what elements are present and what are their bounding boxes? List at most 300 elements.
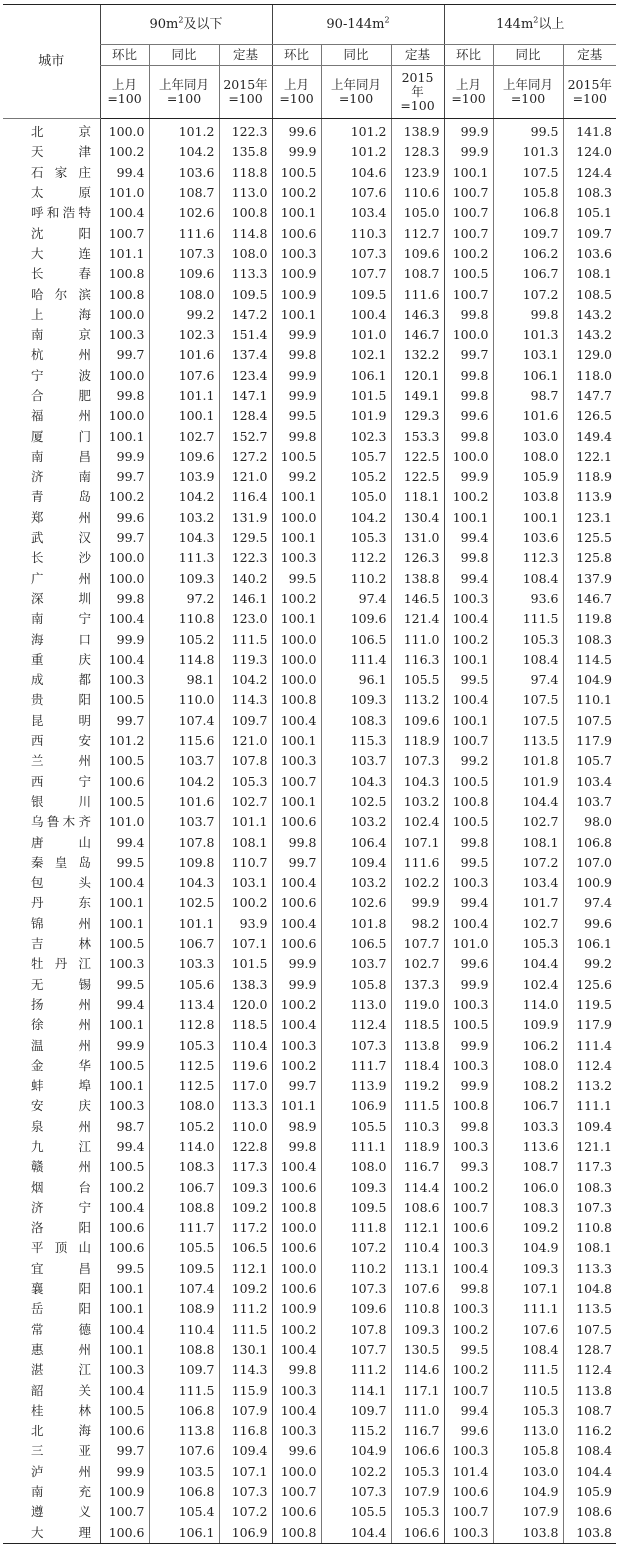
value-cell: 112.2 [321,548,391,568]
value-cell: 100.6 [272,1177,321,1197]
value-cell: 105.3 [391,1502,444,1522]
value-cell: 100.1 [100,426,149,446]
value-cell: 97.4 [493,670,563,690]
value-cell: 120.1 [391,366,444,386]
value-cell: 100.7 [444,284,493,304]
value-cell: 104.4 [563,1462,616,1482]
table-row [3,1380,616,1400]
value-cell: 123.0 [219,609,272,629]
value-cell: 100.1 [272,609,321,629]
value-cell: 100.2 [272,1320,321,1340]
city-cell [3,589,100,609]
city-name: 蚌 埠 [31,1078,91,1094]
value-cell: 98.1 [149,670,219,690]
value-cell: 100.0 [272,1259,321,1279]
value-cell: 107.7 [321,264,391,284]
value-cell: 113.2 [563,1076,616,1096]
value-cell: 101.7 [493,893,563,913]
value-cell: 107.1 [219,1462,272,1482]
value-cell: 99.4 [100,995,149,1015]
value-cell: 112.4 [321,1015,391,1035]
value-cell: 100.0 [100,305,149,325]
value-cell: 99.8 [444,1117,493,1137]
value-cell: 108.8 [149,1198,219,1218]
value-cell: 100.7 [100,223,149,243]
city-cell [3,223,100,243]
value-cell: 100.2 [100,487,149,507]
table-row [3,1441,616,1461]
value-cell: 99.7 [100,528,149,548]
value-cell: 108.3 [321,711,391,731]
value-cell: 100.0 [272,508,321,528]
city-cell [3,569,100,589]
value-cell: 117.0 [219,1076,272,1096]
value-cell: 100.3 [100,670,149,690]
value-cell: 100.1 [100,1340,149,1360]
base-ring: 上月 =100 [444,66,493,119]
value-cell: 107.5 [493,711,563,731]
city-name: 西 安 [31,733,91,749]
value-cell: 109.5 [321,284,391,304]
value-cell: 100.1 [444,163,493,183]
table-row [3,1259,616,1279]
value-cell: 104.2 [149,142,219,162]
value-cell: 99.9 [272,366,321,386]
value-cell: 114.0 [493,995,563,1015]
value-cell: 97.4 [563,893,616,913]
value-cell: 112.4 [563,1360,616,1380]
city-name: 洛 阳 [31,1220,91,1236]
value-cell: 100.3 [272,1035,321,1055]
city-cell [3,447,100,467]
value-cell: 108.4 [563,1441,616,1461]
value-cell: 100.1 [444,650,493,670]
city-name: 泸 州 [31,1463,91,1479]
city-name: 牡丹江 [31,956,91,972]
value-cell: 105.7 [563,751,616,771]
value-cell: 108.0 [493,1056,563,1076]
value-cell: 107.2 [321,1238,391,1258]
value-cell: 100.5 [100,792,149,812]
city-cell [3,751,100,771]
value-cell: 109.4 [321,853,391,873]
value-cell: 113.6 [493,1137,563,1157]
value-cell: 107.9 [219,1401,272,1421]
city-name: 吉 林 [31,936,91,952]
value-cell: 104.2 [149,772,219,792]
value-cell: 131.9 [219,508,272,528]
city-cell [3,609,100,629]
value-cell: 104.9 [493,1482,563,1502]
value-cell: 100.5 [272,163,321,183]
value-cell: 108.0 [321,1157,391,1177]
value-cell: 105.3 [321,528,391,548]
city-name: 温 州 [31,1037,91,1053]
value-cell: 109.5 [219,284,272,304]
value-cell: 103.4 [321,203,391,223]
value-cell: 99.6 [272,1441,321,1461]
value-cell: 108.0 [149,1096,219,1116]
table-row [3,366,616,386]
table-row [3,1462,616,1482]
city-name: 宁 波 [31,367,91,383]
value-cell: 103.8 [493,487,563,507]
value-cell: 100.1 [100,1299,149,1319]
value-cell: 99.9 [272,386,321,406]
value-cell: 117.2 [219,1218,272,1238]
city-cell [3,183,100,203]
price-index-table [3,4,616,1544]
value-cell: 103.1 [493,345,563,365]
value-cell: 106.8 [149,1482,219,1502]
city-cell [3,731,100,751]
value-cell: 106.8 [493,203,563,223]
value-cell: 108.7 [149,183,219,203]
value-cell: 113.0 [493,1421,563,1441]
subheader-fixed: 定基 [563,45,616,66]
city-name: 常 德 [31,1321,91,1337]
value-cell: 100.6 [100,1421,149,1441]
value-cell: 106.6 [391,1441,444,1461]
value-cell: 99.8 [444,386,493,406]
value-cell: 121.1 [563,1137,616,1157]
city-name: 惠 州 [31,1341,91,1357]
city-cell [3,528,100,548]
value-cell: 115.6 [149,731,219,751]
value-cell: 99.9 [272,954,321,974]
value-cell: 108.8 [149,1340,219,1360]
table-row [3,244,616,264]
city-name: 长 沙 [31,550,91,566]
value-cell: 107.4 [149,1279,219,1299]
value-cell: 107.2 [493,853,563,873]
table-row [3,1137,616,1157]
city-name: 韶 关 [31,1382,91,1398]
table-row [3,223,616,243]
value-cell: 107.2 [493,284,563,304]
value-cell: 99.2 [272,467,321,487]
table-row [3,386,616,406]
city-cell [3,1177,100,1197]
value-cell: 99.8 [444,366,493,386]
value-cell: 107.1 [219,934,272,954]
value-cell: 99.9 [444,1076,493,1096]
value-cell: 100.7 [444,223,493,243]
value-cell: 109.5 [321,1198,391,1218]
value-cell: 120.0 [219,995,272,1015]
value-cell: 108.6 [563,1502,616,1522]
table-row [3,305,616,325]
value-cell: 107.3 [563,1198,616,1218]
city-cell [3,1238,100,1258]
value-cell: 99.8 [272,832,321,852]
value-cell: 106.6 [391,1522,444,1543]
value-cell: 110.3 [321,223,391,243]
city-name: 桂 林 [31,1402,91,1418]
value-cell: 100.4 [444,914,493,934]
value-cell: 109.3 [149,569,219,589]
value-cell: 100.1 [100,1076,149,1096]
value-cell: 111.1 [321,1137,391,1157]
value-cell: 112.7 [391,223,444,243]
value-cell: 116.7 [391,1421,444,1441]
value-cell: 108.7 [391,264,444,284]
table-row [3,1238,616,1258]
value-cell: 100.1 [100,1015,149,1035]
city-cell [3,1441,100,1461]
table-row [3,487,616,507]
price-index-table-container [3,4,616,1544]
city-name: 上 海 [31,306,91,322]
value-cell: 111.5 [493,1360,563,1380]
value-cell: 98.2 [391,914,444,934]
value-cell: 102.4 [493,974,563,994]
value-cell: 102.2 [391,873,444,893]
value-cell: 100.0 [100,366,149,386]
value-cell: 123.1 [563,508,616,528]
value-cell: 107.3 [321,244,391,264]
city-cell [3,974,100,994]
value-cell: 99.8 [272,1137,321,1157]
value-cell: 100.9 [272,264,321,284]
city-name: 福 州 [31,408,91,424]
value-cell: 108.3 [563,183,616,203]
value-cell: 110.7 [219,853,272,873]
value-cell: 137.3 [391,974,444,994]
table-row [3,1035,616,1055]
value-cell: 112.4 [563,1056,616,1076]
city-name: 深 圳 [31,590,91,606]
value-cell: 113.5 [563,1299,616,1319]
value-cell: 143.2 [563,325,616,345]
city-cell [3,345,100,365]
value-cell: 110.0 [219,1117,272,1137]
value-cell: 100.4 [100,203,149,223]
value-cell: 100.8 [272,690,321,710]
value-cell: 113.5 [493,731,563,751]
value-cell: 106.1 [493,366,563,386]
value-cell: 101.6 [493,406,563,426]
value-cell: 110.5 [493,1380,563,1400]
group-header-under-90: $90m^2$及以下 [100,5,272,45]
city-name: 西 宁 [31,773,91,789]
table-row [3,690,616,710]
value-cell: 99.7 [272,1076,321,1096]
value-cell: 100.0 [100,406,149,426]
value-cell: 103.7 [321,954,391,974]
value-cell: 103.1 [219,873,272,893]
value-cell: 106.1 [321,366,391,386]
value-cell: 129.3 [391,406,444,426]
value-cell: 100.2 [219,893,272,913]
value-cell: 99.9 [444,142,493,162]
value-cell: 105.0 [391,203,444,223]
value-cell: 110.8 [563,1218,616,1238]
value-cell: 122.5 [391,467,444,487]
value-cell: 100.4 [272,1015,321,1035]
value-cell: 108.3 [563,629,616,649]
value-cell: 109.2 [493,1218,563,1238]
city-cell [3,1421,100,1441]
value-cell: 102.5 [321,792,391,812]
value-cell: 119.8 [563,609,616,629]
city-name: 南 充 [31,1484,91,1500]
value-cell: 101.4 [444,1462,493,1482]
value-cell: 106.1 [563,934,616,954]
value-cell: 100.1 [149,406,219,426]
value-cell: 118.9 [391,1137,444,1157]
city-cell [3,853,100,873]
value-cell: 122.8 [219,1137,272,1157]
value-cell: 101.2 [100,731,149,751]
value-cell: 99.4 [100,832,149,852]
city-name: 唐 山 [31,834,91,850]
value-cell: 102.4 [391,812,444,832]
value-cell: 99.8 [100,386,149,406]
value-cell: 102.7 [391,954,444,974]
value-cell: 101.3 [493,325,563,345]
city-cell [3,1218,100,1238]
value-cell: 108.0 [493,447,563,467]
city-cell [3,1157,100,1177]
value-cell: 118.0 [563,366,616,386]
value-cell: 108.3 [149,1157,219,1177]
table-row [3,447,616,467]
value-cell: 115.3 [321,731,391,751]
city-name: 北 海 [31,1423,91,1439]
value-cell: 99.6 [563,914,616,934]
value-cell: 99.9 [444,467,493,487]
value-cell: 100.1 [272,792,321,812]
value-cell: 97.2 [149,589,219,609]
value-cell: 122.3 [219,548,272,568]
value-cell: 100.1 [272,487,321,507]
value-cell: 107.9 [493,1502,563,1522]
table-row [3,1218,616,1238]
value-cell: 102.7 [493,812,563,832]
base-ring: 上月 =100 [272,66,321,119]
base-ring: 上月 =100 [100,66,149,119]
city-cell [3,1299,100,1319]
city-name: 广 州 [31,570,91,586]
value-cell: 101.5 [321,386,391,406]
table-row [3,1157,616,1177]
value-cell: 100.2 [444,1177,493,1197]
value-cell: 101.0 [100,812,149,832]
value-cell: 111.2 [219,1299,272,1319]
value-cell: 100.5 [100,690,149,710]
base-yoy: 上年同月 =100 [149,66,219,119]
value-cell: 110.6 [391,183,444,203]
value-cell: 112.5 [149,1076,219,1096]
value-cell: 98.7 [100,1117,149,1137]
value-cell: 103.3 [149,954,219,974]
value-cell: 130.1 [219,1340,272,1360]
value-cell: 99.9 [272,974,321,994]
value-cell: 103.8 [493,1522,563,1543]
value-cell: 101.3 [493,142,563,162]
value-cell: 149.4 [563,426,616,446]
value-cell: 99.8 [444,426,493,446]
value-cell: 103.0 [493,1462,563,1482]
value-cell: 100.6 [272,934,321,954]
value-cell: 109.3 [219,1177,272,1197]
value-cell: 100.7 [444,1198,493,1218]
value-cell: 100.2 [272,1056,321,1076]
city-name: 济 宁 [31,1199,91,1215]
value-cell: 103.8 [563,1522,616,1543]
table-row [3,1482,616,1502]
value-cell: 107.3 [321,1035,391,1055]
value-cell: 102.7 [149,426,219,446]
city-name: 合 肥 [31,388,91,403]
value-cell: 100.7 [272,772,321,792]
table-row [3,119,616,143]
value-cell: 138.8 [391,569,444,589]
value-cell: 102.7 [493,914,563,934]
value-cell: 99.4 [100,163,149,183]
city-cell [3,650,100,670]
value-cell: 101.8 [493,751,563,771]
value-cell: 110.3 [391,1117,444,1137]
city-name: 沈 阳 [31,225,91,241]
value-cell: 106.8 [149,1401,219,1421]
value-cell: 100.6 [444,1482,493,1502]
city-cell [3,690,100,710]
value-cell: 100.0 [100,119,149,143]
value-cell: 108.1 [219,832,272,852]
value-cell: 100.1 [100,893,149,913]
value-cell: 104.3 [149,528,219,548]
table-row [3,751,616,771]
value-cell: 99.7 [444,345,493,365]
value-cell: 96.1 [321,670,391,690]
value-cell: 108.3 [493,1198,563,1218]
value-cell: 117.9 [563,1015,616,1035]
value-cell: 103.9 [149,467,219,487]
value-cell: 107.3 [219,1482,272,1502]
value-cell: 114.1 [321,1380,391,1400]
city-name: 徐 州 [31,1017,91,1033]
value-cell: 100.9 [272,1299,321,1319]
city-cell [3,832,100,852]
value-cell: 111.5 [219,1320,272,1340]
value-cell: 99.9 [100,1035,149,1055]
value-cell: 99.9 [272,325,321,345]
value-cell: 105.7 [321,447,391,467]
city-cell [3,1198,100,1218]
value-cell: 112.3 [493,548,563,568]
subheader-yoy: 同比 [149,45,219,66]
value-cell: 116.8 [219,1421,272,1441]
value-cell: 112.8 [149,1015,219,1035]
city-cell [3,305,100,325]
value-cell: 105.8 [493,183,563,203]
value-cell: 105.3 [219,772,272,792]
value-cell: 99.5 [444,1340,493,1360]
base-fixed: 2015年 =100 [563,66,616,119]
value-cell: 100.4 [444,1259,493,1279]
city-cell [3,386,100,406]
value-cell: 116.7 [391,1157,444,1177]
value-cell: 100.6 [100,1218,149,1238]
value-cell: 109.7 [149,1360,219,1380]
value-cell: 113.9 [321,1076,391,1096]
value-cell: 109.6 [149,447,219,467]
value-cell: 102.1 [321,345,391,365]
value-cell: 102.6 [149,203,219,223]
value-cell: 101.1 [100,244,149,264]
